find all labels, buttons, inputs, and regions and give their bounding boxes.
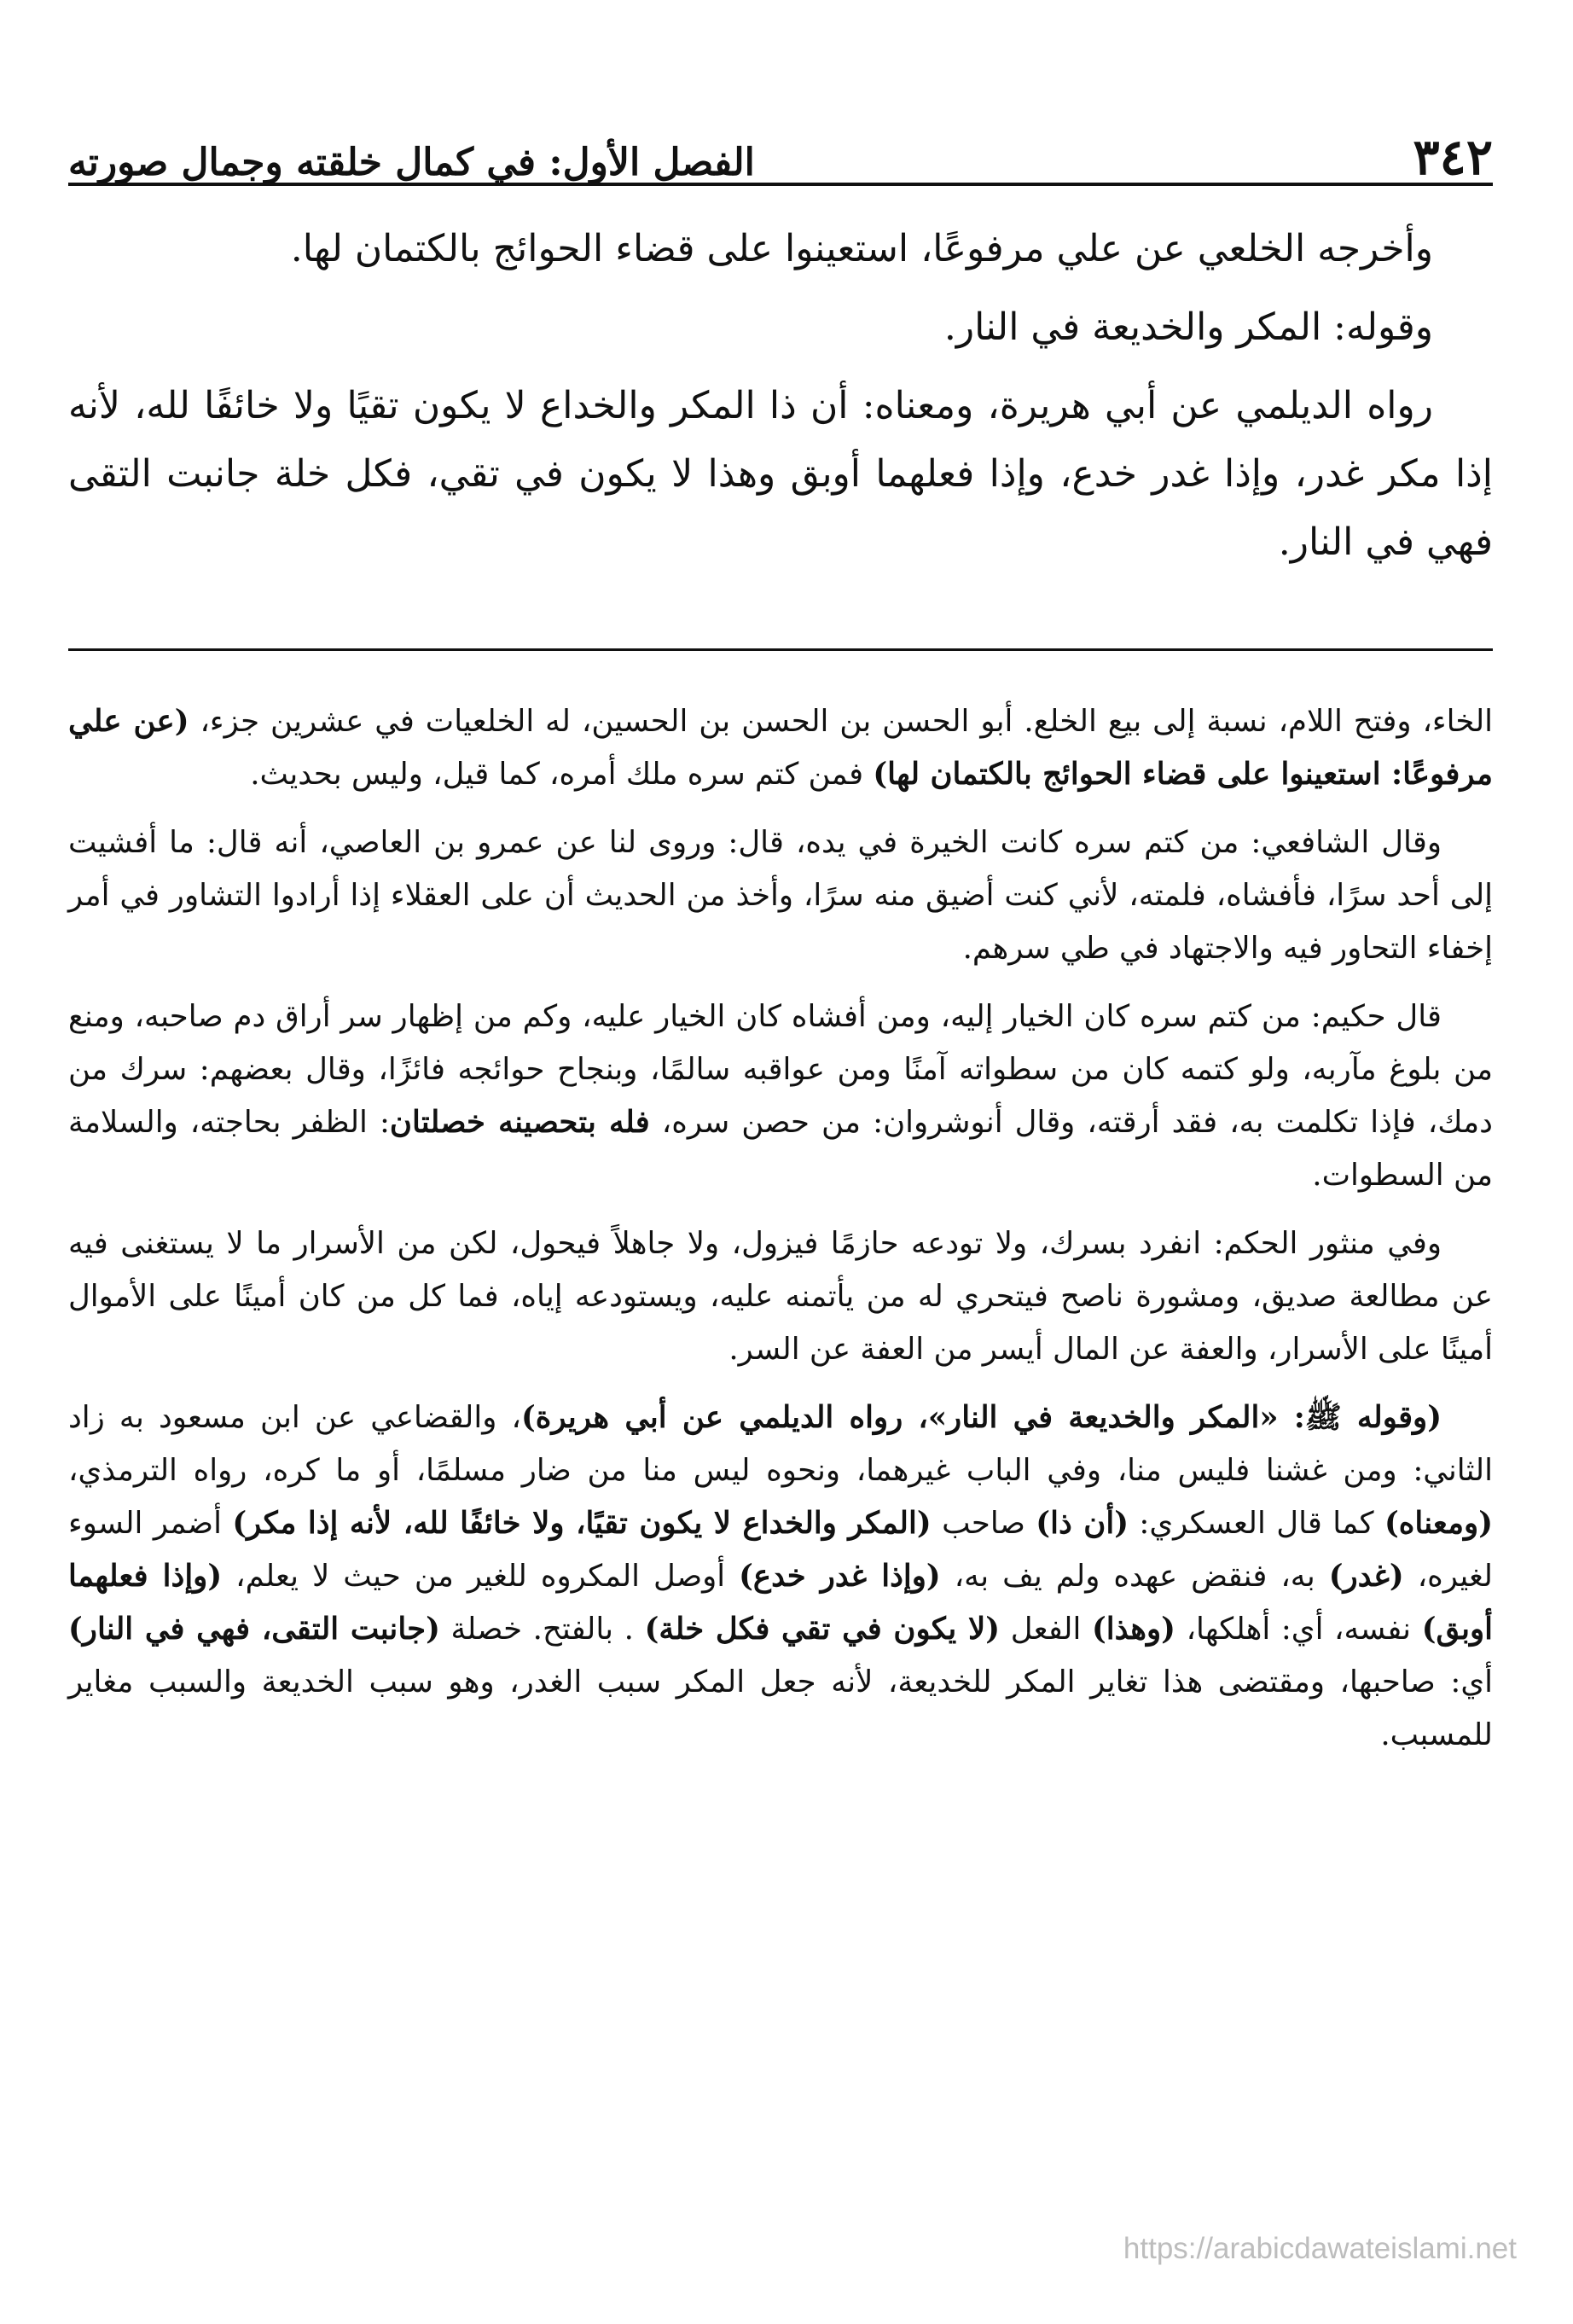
commentary-text-run: كما قال العسكري: xyxy=(1129,1506,1384,1541)
commentary-text-run: أضمر السوء لغيره، xyxy=(68,1506,1493,1594)
commentary-text-run: ، والقضاعي عن ابن مسعود به زاد الثاني: ومن غشنا فليس منا، وفي الباب غيرهما، ونحوه ليس منا من ضار مسلمًا، أو ما كره، رواه الترمذي، xyxy=(68,1400,1493,1488)
running-title: الفصل الأول: في كمال خلقته وجمال صورته xyxy=(68,141,755,184)
watermark-url: https://arabicdawateislami.net xyxy=(1123,2232,1517,2265)
commentary-quote: (وهذا) xyxy=(1092,1612,1175,1647)
commentary-text-run: أوصل المكروه للغير من حيث لا يعلم، xyxy=(222,1559,740,1594)
commentary-quote: (عن علي مرفوعًا: استعينوا على قضاء الحوائج بالكتمان لها) xyxy=(68,704,1493,792)
commentary-text-run: به، فنقض عهده ولم يف به، xyxy=(940,1559,1329,1594)
commentary-text-run: الفعل xyxy=(1000,1612,1092,1647)
commentary-text-run: . بالفتح. خصلة xyxy=(439,1612,645,1647)
commentary-text-run: الخاء، وفتح اللام، نسبة إلى بيع الخلع. أبو الحسن بن الحسن بن الحسين، له الخلعيات في عشرين جزء، xyxy=(189,704,1494,739)
main-paragraph: رواه الديلمي عن أبي هريرة، ومعناه: أن ذا المكر والخداع لا يكون تقيًا ولا خائفًا لله، لأنه إذا مكر غدر، وإذا غدر خدع، وإذا فعلهما أوبق وهذا لا يكون في تقي، فكل خلة جانبت التقى فهي في النار. xyxy=(68,384,1493,564)
commentary-paragraph xyxy=(68,695,1493,801)
commentary-paragraph xyxy=(68,991,1493,1202)
commentary-quote: فله بتحصينه خصلتان xyxy=(389,1105,650,1140)
commentary-quote: (المكر والخداع لا يكون تقيًا، ولا خائفًا لله، لأنه إذا مكر) xyxy=(232,1506,932,1541)
footnote-separator xyxy=(68,648,1493,651)
commentary-paragraph xyxy=(68,1391,1493,1762)
commentary-paragraph: وقال الشافعي: من كتم سره كانت الخيرة في يده، قال: وروى لنا عن عمرو بن العاصي، أنه قال: ما أفشيت إلى أحد سرًا، فأفشاه، فلمته، لأني كنت أضيق منه سرًا، وأخذ من الحديث أن على العقلاء إذا أرادوا التشاور في أمر إخفاء التحاور فيه والاجتهاد في طي سرهم. xyxy=(68,825,1493,966)
page-header xyxy=(68,101,1493,186)
commentary-quote: (جانبت التقى، فهي في النار) xyxy=(68,1612,440,1647)
main-paragraph: وأخرجه الخلعي عن علي مرفوعًا، استعينوا على قضاء الحوائج بالكتمان لها. xyxy=(290,227,1433,270)
header-rule xyxy=(68,183,1493,186)
commentary-quote: (غدر) xyxy=(1328,1559,1404,1594)
commentary-quote: (وقوله ﷺ: «المكر والخديعة في النار»، رواه الديلمي عن أبي هريرة) xyxy=(520,1400,1442,1435)
commentary-text xyxy=(68,695,1493,1777)
commentary-quote: (وإذا غدر خدع) xyxy=(739,1559,941,1594)
commentary-text-run: فمن كتم سره ملك أمره، كما قيل، وليس بحديث. xyxy=(250,757,874,792)
commentary-quote: (لا يكون في تقي فكل خلة) xyxy=(644,1612,1001,1647)
commentary-paragraph: وفي منثور الحكم: انفرد بسرك، ولا تودعه حازمًا فيزول، ولا جاهلاً فيحول، لكن من الأسرار ما لا يستغنى فيه عن مطالعة صديق، ومشورة ناصح فيتحري له من يأتمنه عليه، ويستودعه إياه، فما كل من كان أمينًا على الأموال أمينًا على الأسرار، والعفة عن المال أيسر من العفة عن السر. xyxy=(68,1226,1493,1367)
commentary-text-run: قال حكيم: من كتم سره كان الخيار إليه، ومن أفشاه كان الخيار عليه، وكم من إظهار سر أراق دم صاحبه، ومنع من بلوغ مآربه، ولو كتمه كان من سطواته آمنًا ومن عواقبه سالمًا، وبنجاح حوائجه فائزًا، وقال بعضهم: سرك من دمك، فإذا تكلمت به، فقد أرقته، وقال أنوشروان: من حصن سره، xyxy=(68,999,1493,1140)
commentary-quote: (ومعناه) xyxy=(1384,1506,1493,1541)
main-text xyxy=(68,215,1493,587)
commentary-text-run: : الظفر بحاجته، والسلامة من السطوات. xyxy=(68,1105,1493,1193)
commentary-text-run: أي: صاحبها، ومقتضى هذا تغاير المكر للخديعة، لأنه جعل المكر سبب الغدر، وهو سبب الخديعة والسبب مغاير للمسبب. xyxy=(68,1665,1493,1752)
main-paragraph: وقوله: المكر والخديعة في النار. xyxy=(943,305,1433,349)
commentary-quote: (أن ذا) xyxy=(1036,1506,1129,1541)
commentary-text-run: نفسه، أي: أهلكها، xyxy=(1175,1612,1422,1647)
commentary-quote: (وإذا فعلهما أوبق) xyxy=(68,1559,1493,1647)
commentary-text-run: صاحب xyxy=(931,1506,1036,1541)
page-number: ٣٤٢ xyxy=(1413,128,1493,186)
